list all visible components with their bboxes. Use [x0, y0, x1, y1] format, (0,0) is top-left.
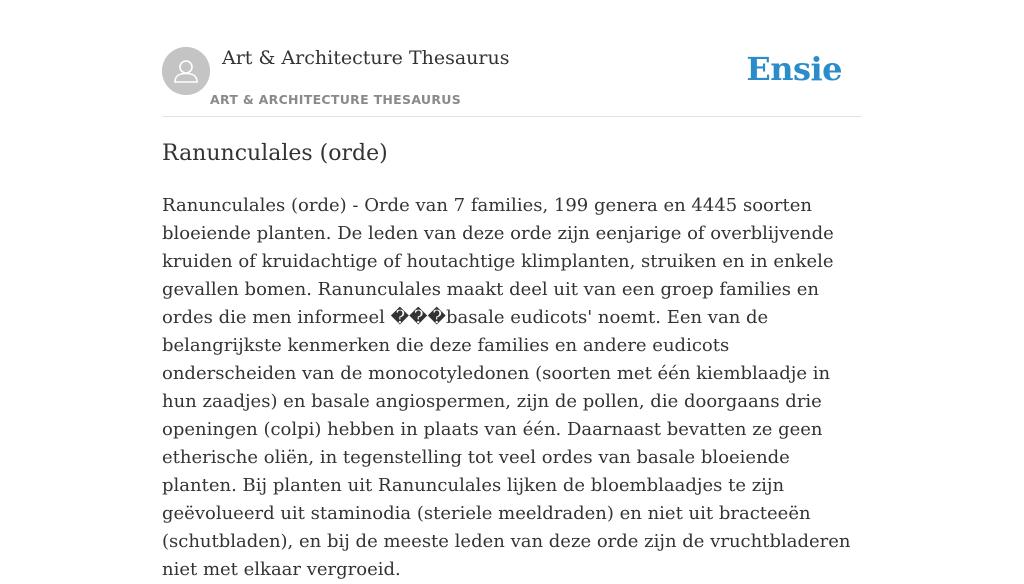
user-placeholder-icon — [162, 47, 210, 95]
page-title: Ranunculales (orde) — [162, 141, 388, 166]
source-subtitle[interactable]: ART & ARCHITECTURE THESAURUS — [210, 92, 462, 107]
header — [162, 40, 862, 117]
definition-text: Ranunculales (orde) - Orde van 7 families, 199 genera en 4445 soorten bloeiende planten. De leden van deze orde zijn eenjarige of overblijvende kruiden of kruidachtige of houtachtige klimplanten, struiken en in enkele gevallen bomen. Ranunculales maakt deel uit van een groep families en ordes die men informeel ���basale eudicots' noemt. Een van de belangrijkste kenmerken die deze families en andere eudicots onderscheiden van de monocotyledonen (soorten met één kiemblaadje in hun zaadjes) en basale angiospermen, zijn de pollen, die doorgaans drie openingen (colpi) hebben in plaats van één. Daarnaast bevatten ze geen etherische oliën, in tegenstelling tot veel ordes van basale bloeiende planten. Bij planten uit Ranunculales lijken de bloemblaadjes te zijn geëvolueerd uit staminodia (steriele meeldraden) en niet uit bracteeën (schutbladen), en bij de meeste leden van deze orde zijn de vruchtbladeren niet met elkaar vergroeid. — [162, 195, 851, 580]
source-title[interactable]: Art & Architecture Thesaurus — [222, 47, 510, 69]
ensie-logo[interactable]: Ensie — [746, 50, 842, 88]
